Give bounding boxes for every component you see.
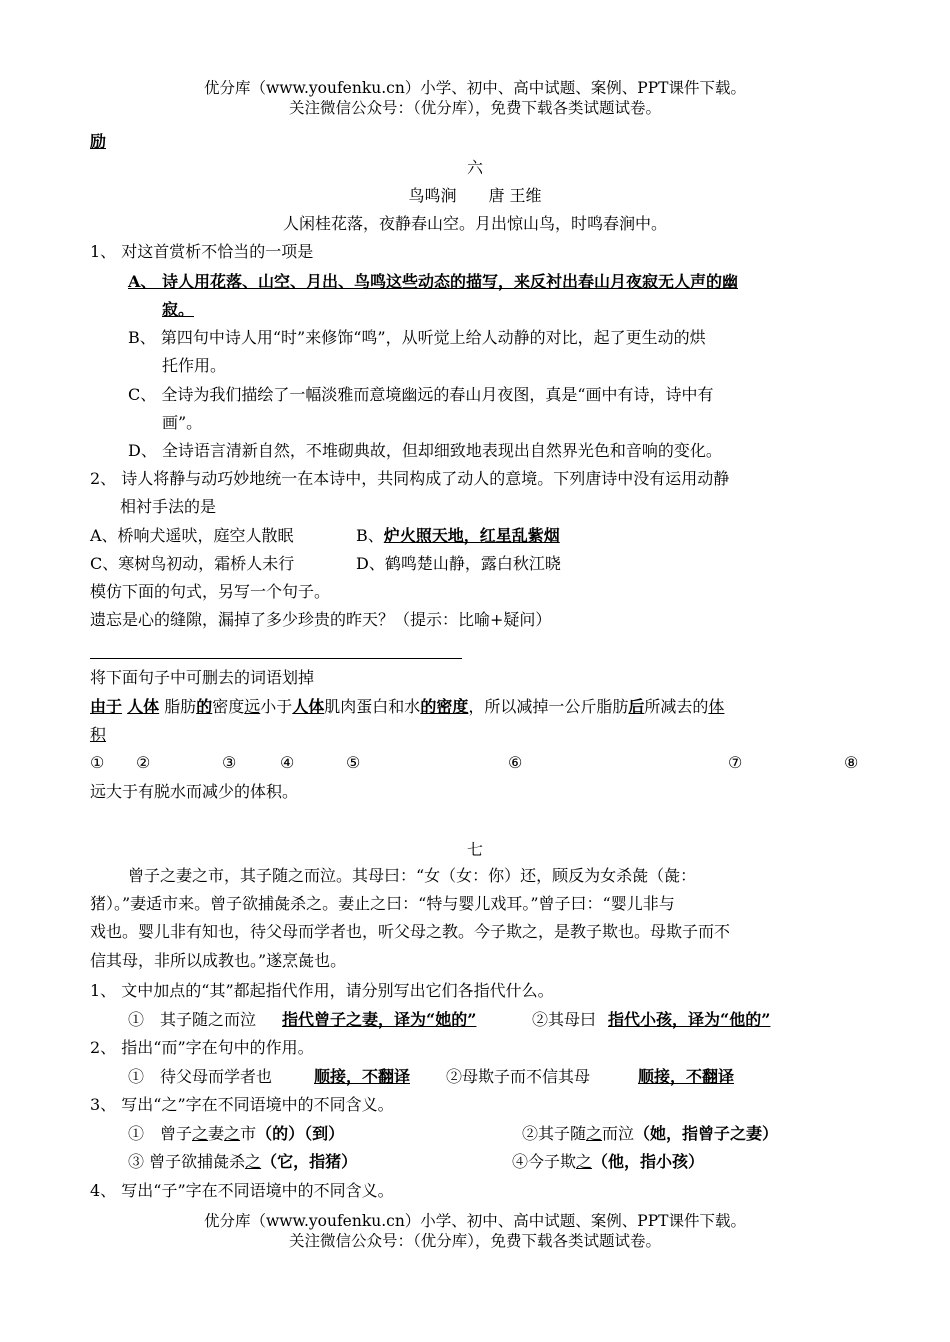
seg-hou: 后 [628,697,645,716]
footer-line-2: 关注微信公众号：（优分库），免费下载各类试题试卷。 [288,1232,661,1250]
seg-renti: 人体 [127,697,160,716]
num-5: ⑤ [346,753,361,772]
q3-i1-pre: ① 曾子 [128,1124,193,1143]
s6-q1-option-c-line2: 画”。 [162,413,203,432]
q3-i3-answer: （它，指猪） [261,1152,358,1171]
delete-number-row [0,753,950,773]
passage-line-1: 曾子之妻之市，其子随之而泣。其母曰：“女（女：你）还，顾反为女杀彘（彘： [128,866,697,885]
num-4: ④ [280,753,295,772]
q3-i2-pre: ②其子随 [522,1124,587,1143]
answer-blank-line [90,658,462,659]
s7-q2-stem: 2、 指出“而”字在句中的作用。 [90,1038,314,1057]
s7-q4-stem: 4、 写出“子”字在不同语境中的不同含义。 [90,1181,394,1200]
passage-line-2: 猪）。”妻适市来。曾子欲捕彘杀之。妻止之曰：“特与婴儿戏耳。”曾子曰：“婴儿非与 [90,894,675,913]
s7-q3-item4 [512,1152,704,1172]
q3-i2-answer: （她，指曾子之妻） [634,1124,779,1143]
s7-q3-item2 [522,1124,778,1144]
seg-xiaoyu: 小于 [260,697,293,716]
s6-q1-option-d: D、 全诗语言清新自然，不堆砌典故，但却细致地表现出自然界光色和音响的变化。 [128,441,722,460]
num-7: ⑦ [728,753,743,772]
q3-i2-zhi: 之 [586,1124,603,1143]
seg-yuan: 远 [244,697,261,716]
s6-q1-option-b-line2: 托作用。 [162,356,227,375]
s7-q2-answer1: 顺接，不翻译 [314,1067,411,1086]
s6-q2-option-b-answer: 炉火照天地，红星乱紫烟 [383,526,560,545]
seg-renti-2: 人体 [292,697,325,716]
seg-suojianqu: 所减去的 [644,697,709,716]
s6-q2-option-a: A、桥响犬遥吠，庭空人散眠 [90,526,294,545]
poem-text: 人闲桂花落，夜静春山空。月出惊山鸟，时鸣春涧中。 [282,214,667,233]
s7-q2-item2: ②母欺子而不信其母 [446,1067,591,1086]
delete-sentence-line2: 积 [90,725,107,744]
q3-i2-post: 而泣 [602,1124,635,1143]
header-line-1: 优分库（www.youfenku.cn）小学、初中、高中试题、案例、PPT课件下载。 [203,79,747,97]
q3-i4-answer: （他，指小孩） [592,1152,705,1171]
header-line-2: 关注微信公众号：（优分库），免费下载各类试题试卷。 [288,99,661,117]
num-6: ⑥ [508,753,523,772]
passage-line-3: 戏也。婴儿非有知也，待父母而学者也，听父母之教。今子欺之，是教子欺也。母欺子而不 [90,922,731,941]
s6-q2-option-b [356,526,560,546]
q3-i3-pre: ③ 曾子欲捕彘杀 [128,1152,246,1171]
passage-line-4: 信其母，非所以成教也。”遂烹彘也。 [90,951,347,970]
footer-line-1: 优分库（www.youfenku.cn）小学、初中、高中试题、案例、PPT课件下载。 [203,1212,747,1230]
seg-de: 的 [196,697,213,716]
s7-q1-answer1: 指代曾子之妻，译为“她的” [282,1010,477,1029]
s7-q1-item2: ②其母曰 [532,1010,597,1029]
s7-q1-stem: 1、 文中加点的“其”都起指代作用，请分别写出它们各指代什么。 [90,981,554,1000]
num-8: ⑧ [844,753,859,772]
q3-i3-zhi: 之 [245,1152,262,1171]
delete-answer: 远大于有脱水而减少的体积。 [90,782,299,801]
s6-q1-stem: 1、 对这首赏析不恰当的一项是 [90,242,314,261]
section-6-heading: 六 [466,158,483,177]
q3-i1-mid: 妻 [208,1124,225,1143]
s6-q1-option-c-line1: C、 全诗为我们描绘了一幅淡雅而意境幽远的春山月夜图，真是“画中有诗，诗中有 [128,385,714,404]
s7-q3-item3 [128,1152,357,1172]
q3-i1-answer: （的）（到） [256,1124,345,1143]
s7-q2-item1: ① 待父母而学者也 [128,1067,273,1086]
s6-q2-stem-line2: 相衬手法的是 [120,497,217,516]
s6-q2-option-d: D、鹤鸣楚山静，露白秋江晓 [356,554,561,573]
seg-ti: 体 [708,697,725,716]
delete-instruction: 将下面句子中可删去的词语划掉 [90,668,315,687]
s7-q3-item1 [128,1124,344,1144]
imitate-sentence: 遗忘是心的缝隙，漏掉了多少珍贵的昨天？（提示：比喻+疑问） [90,610,552,629]
num-3: ③ [222,753,237,772]
s7-q2-answer2: 顺接，不翻译 [638,1067,735,1086]
s7-q1-answer2: 指代小孩，译为“他的” [608,1010,771,1029]
q3-i4-zhi: 之 [576,1152,593,1171]
delete-sentence-line1 [90,697,724,717]
seg-midu: 密度 [212,697,245,716]
imitate-instruction: 模仿下面的句式，另写一个句子。 [90,582,331,601]
s6-q1-option-b-line1: B、 第四句中诗人用“时”来修饰“鸣”，从听觉上给人动静的对比，起了更生动的烘 [128,328,706,347]
num-2: ② [136,753,151,772]
q3-i1-zhi-1: 之 [192,1124,209,1143]
q3-i1-post: 市 [240,1124,257,1143]
poem-title: 鸟鸣涧 唐 王维 [408,186,542,205]
seg-suoyi: ，所以减掉一公斤脂肪 [468,697,629,716]
s7-q1-item1: ① 其子随之而泣 [128,1010,257,1029]
previous-page-tail: 励 [90,132,107,151]
s6-q1-option-a-line1: A、 诗人用花落、山空、月出、鸟鸣这些动态的描写，来反衬出春山月夜寂无人声的幽 [128,272,738,291]
s6-q2-option-b-label: B、 [356,526,384,545]
section-7-heading: 七 [466,840,483,859]
s6-q2-stem-line1: 2、 诗人将静与动巧妙地统一在本诗中，共同构成了动人的意境。下列唐诗中没有运用动静 [90,469,730,488]
q3-i1-zhi-2: 之 [224,1124,241,1143]
s6-q2-option-c: C、寒树鸟初动，霜桥人未行 [90,554,295,573]
s7-q3-stem: 3、 写出“之”字在不同语境中的不同含义。 [90,1095,394,1114]
seg-demidu: 的密度 [420,697,469,716]
s6-q1-option-a-line2: 寂。 [162,300,195,319]
seg-jirou: 肌肉蛋白和水 [324,697,421,716]
seg-zhifang: 脂肪 [159,697,197,716]
num-1: ① [90,753,105,772]
q3-i4-pre: ④今子欺 [512,1152,577,1171]
seg-youyu: 由于 [90,697,123,716]
